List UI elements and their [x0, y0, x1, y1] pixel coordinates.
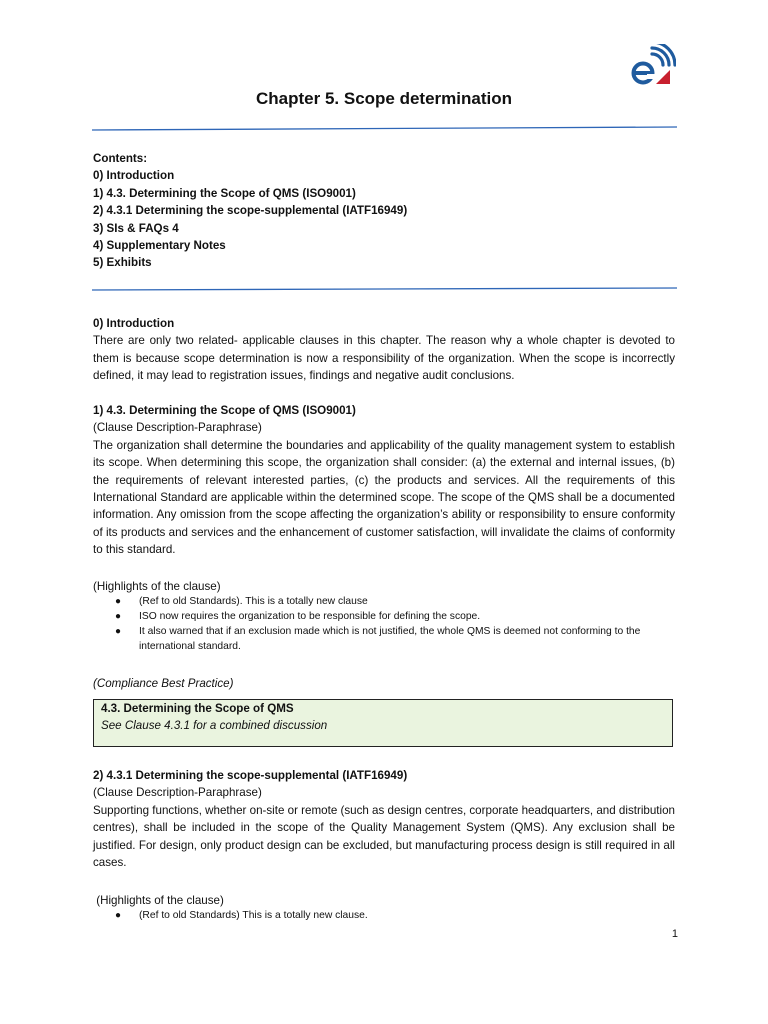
e-broadcast-logo-icon [630, 44, 676, 86]
divider-line [92, 124, 677, 132]
page-number: 1 [671, 928, 678, 940]
bullet-icon: ● [115, 611, 122, 623]
scope-supplemental-section [93, 767, 675, 871]
section-body: Supporting functions, whether on-site or remote (such as design centres, corporate headquarters, and distribution centres), shall be included in the scope of the Quality Management System (QMS). Any exclusion shall be justified. For design, only product design can be excluded, but manufacturing process design is still required in all cases. [93, 803, 675, 870]
bullet-icon: ● [115, 596, 122, 608]
section-heading: 0) Introduction [93, 317, 175, 330]
section-heading: 2) 4.3.1 Determining the scope-supplemental (IATF16949) [93, 769, 408, 782]
section-heading: 1) 4.3. Determining the Scope of QMS (ISO9001) [93, 404, 356, 417]
bullet-icon: ● [115, 910, 122, 922]
list-item: ● (Ref to old Standards) This is a totally new clause. [93, 909, 675, 924]
list-item: ● ISO now requires the organization to be responsible for defining the scope. [93, 610, 675, 625]
toc-item: 3) SIs & FAQs 4 [93, 221, 179, 235]
box-text: See Clause 4.3.1 for a combined discussion [101, 719, 328, 732]
highlights-section [93, 892, 675, 924]
section-body: There are only two related- applicable clauses in this chapter. The reason why a whole chapter is devoted to them is because scope determination is now a responsibility of the organization. When the scope is incorrectly defined, it may lead to registration issues, findings and negative audit conclusions. [93, 334, 675, 383]
page-title: Chapter 5. Scope determination [256, 89, 512, 108]
bullet-icon: ● [115, 625, 122, 637]
section-subheading: (Clause Description-Paraphrase) [93, 786, 262, 800]
list-item: ● It also warned that if an exclusion made which is not justified, the whole QMS is deemed not conforming to the international standard. [115, 625, 641, 652]
toc-item: 5) Exhibits [93, 256, 152, 270]
highlights-list [93, 909, 675, 924]
section-subheading: (Clause Description-Paraphrase) [93, 421, 262, 435]
toc-item: 0) Introduction [93, 169, 175, 183]
toc-item: 4) Supplementary Notes [93, 239, 226, 253]
box-title: 4.3. Determining the Scope of QMS [101, 702, 294, 715]
list-item: ● (Ref to old Standards). This is a totally new clause [93, 595, 675, 610]
highlights-heading: (Highlights of the clause) [93, 580, 221, 593]
toc-item: 2) 4.3.1 Determining the scope-supplemental (IATF16949) [93, 204, 408, 218]
highlights-heading: (Highlights of the clause) [93, 894, 224, 907]
compliance-heading: (Compliance Best Practice) [93, 677, 234, 690]
divider-line [92, 285, 677, 293]
highlights-list [93, 595, 675, 654]
highlights-section [93, 578, 675, 654]
contents-heading: Contents: [93, 152, 148, 165]
section-body: The organization shall determine the boundaries and applicability of the quality management system to establish its scope. When determining this scope, the organization shall consider: (a) the external and internal issues, (b) the requirements of relevant interested parties, (c) the products and services. All the requirements of this International Standard are applicable within the determined scope. The scope of the QMS shall be a documented information. Any omission from the scope affecting the organization’s ability or responsibility to ensure conformity of its products and services and the enhancement of customer satisfaction, will invalidate the claims of conformity to this standard. [93, 438, 675, 557]
toc-item: 1) 4.3. Determining the Scope of QMS (ISO9001) [93, 186, 356, 200]
scope-qms-section [93, 402, 675, 559]
introduction-section [93, 315, 675, 385]
table-of-contents [93, 150, 675, 272]
compliance-box [93, 699, 673, 747]
